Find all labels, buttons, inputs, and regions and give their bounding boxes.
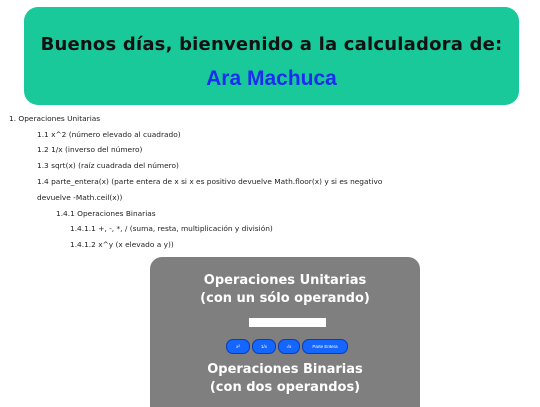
square-button[interactable]: x² (226, 339, 250, 354)
binary-heading: Operaciones Binarias (207, 362, 363, 377)
list-item: 1.3 sqrt(x) (raíz cuadrada del número) (37, 161, 179, 170)
list-item: devuelve -Math.ceil(x)) (37, 193, 123, 202)
integer-part-button[interactable]: Parte Entera (302, 339, 348, 354)
binary-subheading: (con dos operandos) (209, 380, 361, 395)
list-item: 1.4.1.1 +, -, *, / (suma, resta, multiplicación y división) (70, 224, 273, 233)
list-item: 1.4.1 Operaciones Binarias (56, 209, 156, 218)
unary-heading: Operaciones Unitarias (203, 273, 367, 288)
inverse-button[interactable]: 1/x (252, 339, 276, 354)
owner-name: Ara Machuca (206, 67, 337, 90)
list-item: 1.4.1.2 x^y (x elevado a y)) (70, 240, 174, 249)
header-banner (24, 7, 519, 105)
calculator-panel (150, 257, 420, 407)
greeting-title: Buenos días, bienvenido a la calculadora de: (40, 34, 503, 55)
list-item: 1.4 parte_entera(x) (parte entera de x si x es positivo devuelve Math.floor(x) y si es negativo (37, 177, 383, 186)
list-item: 1. Operaciones Unitarias (9, 114, 101, 123)
list-item: 1.2 1/x (inverso del número) (37, 145, 143, 154)
sqrt-button[interactable]: √x (278, 339, 300, 354)
unary-subheading: (con un sólo operando) (200, 291, 370, 306)
operand-input[interactable] (249, 318, 326, 327)
list-item: 1.1 x^2 (número elevado al cuadrado) (37, 130, 181, 139)
